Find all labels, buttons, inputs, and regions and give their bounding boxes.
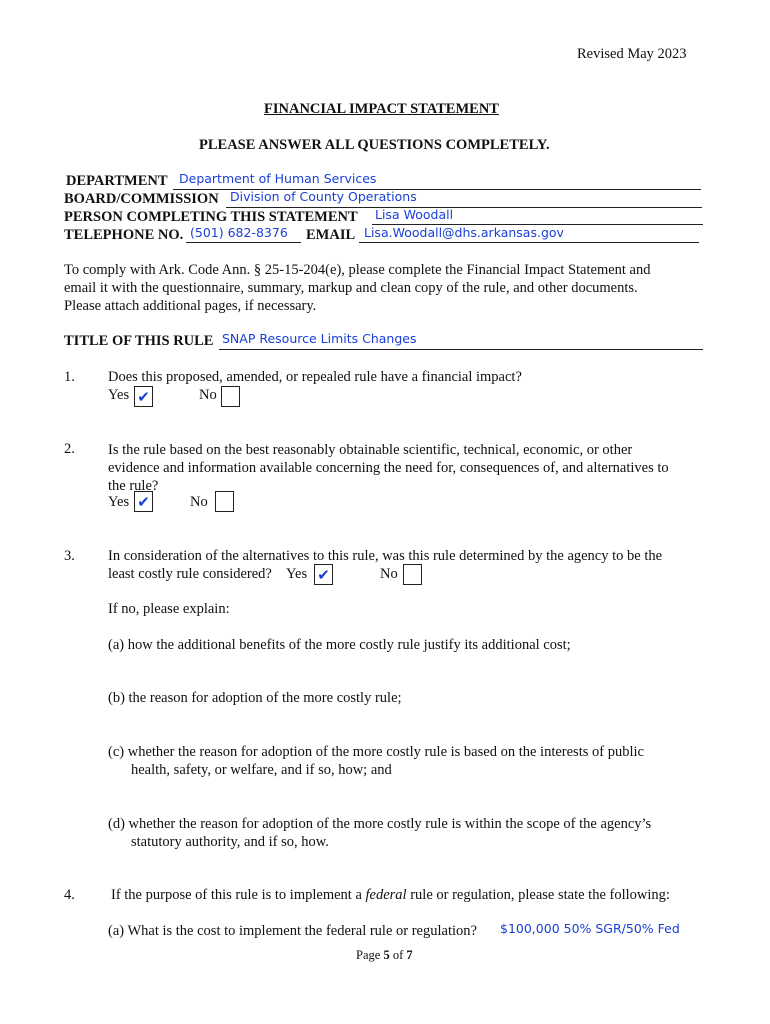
telephone-underline: [186, 242, 301, 243]
telephone-label: TELEPHONE NO.: [64, 227, 184, 243]
board-label: BOARD/COMMISSION: [64, 191, 219, 207]
question-2-text: [108, 441, 669, 495]
question-1-text: Does this proposed, amended, or repealed rule have a financial impact?: [108, 369, 522, 385]
intro-paragraph: [64, 261, 651, 315]
question-3-no-checkbox[interactable]: [403, 564, 422, 585]
question-3-yes-checkbox[interactable]: [314, 564, 333, 585]
rule-title-label: TITLE OF THIS RULE: [64, 333, 214, 349]
intro-line: email it with the questionnaire, summary, markup and clean copy of the rule, and other documents.: [64, 280, 638, 296]
question-4-text-pre: If the purpose of this rule is to implement a: [111, 887, 366, 903]
email-label: EMAIL: [306, 227, 356, 243]
question-1-no-checkbox[interactable]: [221, 386, 240, 407]
question-3-line: In consideration of the alternatives to this rule, was this rule determined by the agency to be the: [108, 548, 663, 564]
board-underline: [226, 207, 702, 208]
revised-date: Revised May 2023: [577, 46, 687, 62]
question-4-item-a: (a) What is the cost to implement the federal rule or regulation?: [108, 923, 477, 939]
checkmark-icon: ✔: [137, 492, 150, 511]
page-number: [356, 948, 413, 963]
question-2-line: Is the rule based on the best reasonably obtainable scientific, technical, economic, or other: [108, 442, 633, 458]
question-2-no-checkbox[interactable]: [215, 491, 234, 512]
question-2-yes-checkbox[interactable]: [134, 491, 153, 512]
page-total: 7: [406, 948, 413, 962]
of-word: of: [392, 948, 404, 962]
question-3-item-a: (a) how the additional benefits of the more costly rule justify its additional cost;: [108, 637, 571, 653]
question-3-item-c: (c) whether the reason for adoption of the more costly rule is based on the interests of public: [108, 744, 644, 760]
question-3-if-no: If no, please explain:: [108, 601, 230, 617]
email-underline: [359, 242, 699, 243]
question-4-text-emphasis: federal: [365, 887, 407, 903]
question-3-no-label: No: [380, 566, 398, 582]
document-title: FINANCIAL IMPACT STATEMENT: [264, 101, 499, 117]
question-3-item-c-cont: health, safety, or welfare, and if so, how; and: [131, 762, 392, 778]
question-1-number: 1.: [64, 369, 75, 385]
page-word: Page: [356, 948, 381, 962]
department-label: DEPARTMENT: [66, 173, 168, 189]
question-2-yes-label: Yes: [108, 494, 130, 510]
email-field[interactable]: Lisa.Woodall@dhs.arkansas.gov: [364, 225, 564, 240]
page-current: 5: [383, 948, 390, 962]
question-2-number: 2.: [64, 441, 75, 457]
checkmark-icon: ✔: [317, 565, 330, 584]
person-label: PERSON COMPLETING THIS STATEMENT: [64, 209, 358, 225]
rule-title-field[interactable]: SNAP Resource Limits Changes: [222, 331, 417, 346]
question-3-number: 3.: [64, 548, 75, 564]
person-field[interactable]: Lisa Woodall: [375, 207, 454, 222]
rule-title-underline: [219, 349, 703, 350]
question-4-cost-field[interactable]: $100,000 50% SGR/50% Fed: [500, 921, 680, 936]
question-4-text: [111, 887, 670, 904]
question-3-item-d: (d) whether the reason for adoption of the more costly rule is within the scope of the agency’s: [108, 816, 652, 832]
question-2-no-label: No: [190, 494, 208, 510]
question-3-item-b: (b) the reason for adoption of the more costly rule;: [108, 690, 402, 706]
department-field[interactable]: Department of Human Services: [179, 171, 377, 186]
question-3-item-d-cont: statutory authority, and if so, how.: [131, 834, 329, 850]
question-1-no-label: No: [199, 387, 217, 403]
question-3-line: least costly rule considered?: [108, 566, 272, 582]
question-2-line: evidence and information available concerning the need for, consequences of, and alternatives to: [108, 460, 669, 476]
question-4-text-post: rule or regulation, please state the following:: [406, 887, 670, 903]
board-field[interactable]: Division of County Operations: [230, 189, 417, 204]
question-3-yes-label: Yes: [286, 566, 308, 582]
telephone-field[interactable]: (501) 682-8376: [190, 225, 288, 240]
question-2-line: the rule?: [108, 478, 159, 494]
intro-line: To comply with Ark. Code Ann. § 25-15-204(e), please complete the Financial Impact Statement and: [64, 262, 651, 278]
intro-line: Please attach additional pages, if necessary.: [64, 298, 317, 314]
question-1-yes-label: Yes: [108, 387, 130, 403]
document-subtitle: PLEASE ANSWER ALL QUESTIONS COMPLETELY.: [199, 137, 550, 153]
question-1-yes-checkbox[interactable]: [134, 386, 153, 407]
checkmark-icon: ✔: [137, 387, 150, 406]
question-4-number: 4.: [64, 887, 75, 903]
